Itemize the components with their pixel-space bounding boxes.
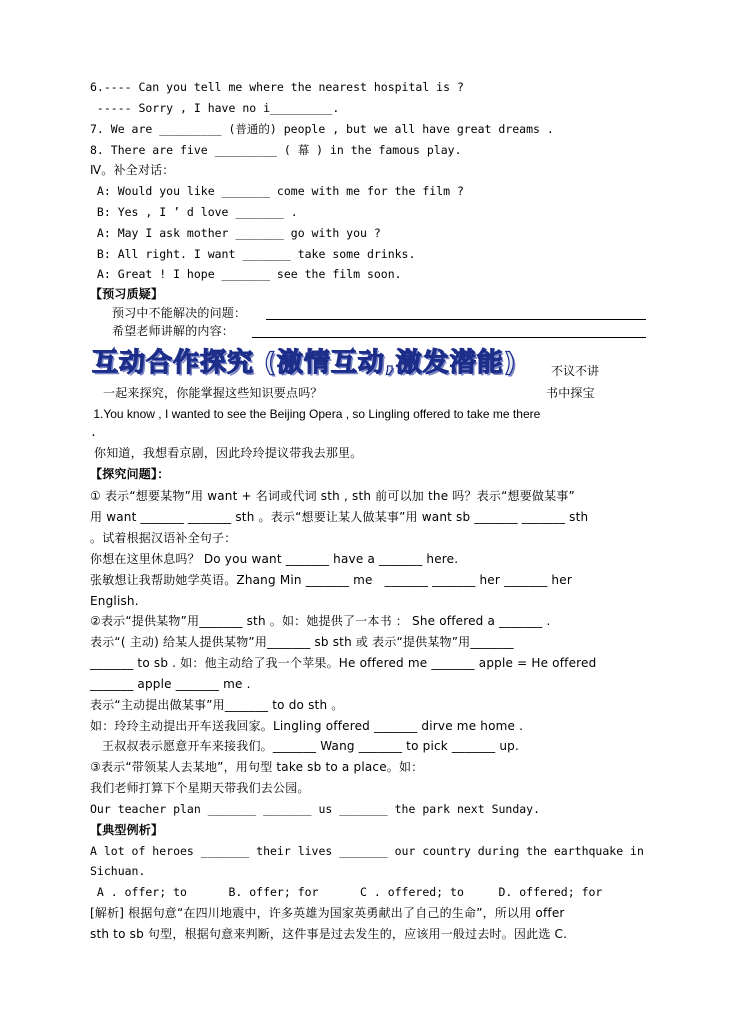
example-translation: 你知道，我想看京剧，因此玲玲提议带我去那里。	[90, 446, 363, 460]
dialogue-line: B: All right. I want _______ take some drinks.	[90, 247, 416, 261]
want-usage-line-2: 用 want _______ _______ sth 。表示“想要让某人做某事”用 want sb _______ _______ sth	[90, 510, 589, 524]
preview-questions-heading: 【预习质疑】	[90, 287, 164, 301]
exercise-line-end: English.	[90, 594, 139, 608]
offer-usage-line: 表示“( 主动) 给某人提供某物”用_______ sb sth 或 表示“提供某物”用_______	[90, 635, 514, 649]
analysis-line: sth to sb 句型，根据句意来判断，这件事是过去发生的，应该用一般过去时。因此选 C.	[90, 927, 568, 941]
unsolved-questions-label: 预习中不能解决的问题：	[112, 306, 247, 320]
offer-example-line: 如：玲玲主动提出开车送我回家。Lingling offered _______ dirve me home .	[90, 719, 524, 733]
dialogue-line: A: Would you like _______ come with me for the film ?	[90, 184, 464, 198]
take-usage-line: ③表示“带领某人去某地”，用句型 take sb to a place。如：	[90, 760, 424, 774]
question-7-line: 7. We are _________ (普通的) people , but we all have great dreams .	[90, 122, 554, 136]
dialogue-line: B: Yes , I ’ d love _______ .	[90, 205, 298, 219]
section-iv-heading: Ⅳ。补全对话：	[90, 163, 175, 177]
answer-options: A . offer; to B. offer; for C . offered; to D. offered; for	[90, 885, 603, 899]
take-example-cn: 我们老师打算下个星期天带我们去公园。	[90, 781, 310, 795]
take-example-en: Our teacher plan _______ _______ us _______ the park next Sunday.	[90, 802, 541, 816]
question-8-line: 8. There are five _________ ( 幕 ) in the famous play.	[90, 143, 462, 157]
analysis-line: [解析] 根据句意“在四川地震中，许多英雄为国家英勇献出了自己的生命”，所以用 offer	[90, 906, 565, 920]
question-6-answer-line: ----- Sorry , I have no i_________.	[90, 101, 340, 115]
offer-usage-line: _______ apple _______ me .	[90, 677, 251, 691]
typical-example-heading: 【典型例析】	[90, 823, 164, 837]
explore-intro: 一起来探究，你能掌握这些知识要点吗？	[103, 386, 323, 400]
teacher-explain-label: 希望老师讲解的内容：	[112, 324, 235, 338]
answer-underline	[266, 319, 646, 320]
dialogue-line: A: May I ask mother _______ go with you ?	[90, 226, 381, 240]
offer-example-line: 王叔叔表示愿意开车来接我们。_______ Wang _______ to pick _______ up.	[90, 739, 519, 753]
answer-underline	[252, 337, 646, 338]
typical-example-question-end: Sichuan.	[90, 864, 146, 878]
want-usage-line: ① 表示“想要某物”用 want + 名词或代词 sth , sth 前可以加 the 吗？表示“想要做某事”	[90, 489, 575, 503]
treasure-in-book-label: 书中探宝	[546, 386, 595, 400]
banner-side-note: 不议不讲	[551, 364, 600, 378]
try-complete-instruction: 。试着根据汉语补全句子：	[90, 531, 237, 545]
section-banner: 互动合作探究 (激情互动,激发潜能)	[92, 348, 517, 378]
exercise-line: 你想在这里休息吗？ Do you want _______ have a _______ here.	[90, 552, 459, 566]
explore-questions-heading: 【探究问题】：	[90, 467, 170, 481]
exercise-line: 张敏想让我帮助她学英语。Zhang Min _______ me _______ _______ her _______ her	[90, 573, 572, 587]
offer-usage-line: _______ to sb . 如：他主动给了我一个苹果。He offered me _______ apple = He offered	[90, 656, 597, 670]
example-sentence-1-end: .	[90, 425, 97, 439]
offer-usage-line: ②表示“提供某物”用_______ sth 。如：她提供了一本书 ： She offered a _______ .	[90, 614, 551, 628]
question-6-line: 6.---- Can you tell me where the nearest hospital is ?	[90, 80, 464, 94]
dialogue-line: A: Great ! I hope _______ see the film soon.	[90, 267, 402, 281]
typical-example-question: A lot of heroes _______ their lives _______ our country during the earthquake in	[90, 844, 644, 858]
offer-usage-line: 表示“主动提出做某事”用_______ to do sth 。	[90, 698, 344, 712]
example-sentence-1: 1.You know , I wanted to see the Beijing Opera , so Lingling offered to take me there	[90, 407, 541, 421]
